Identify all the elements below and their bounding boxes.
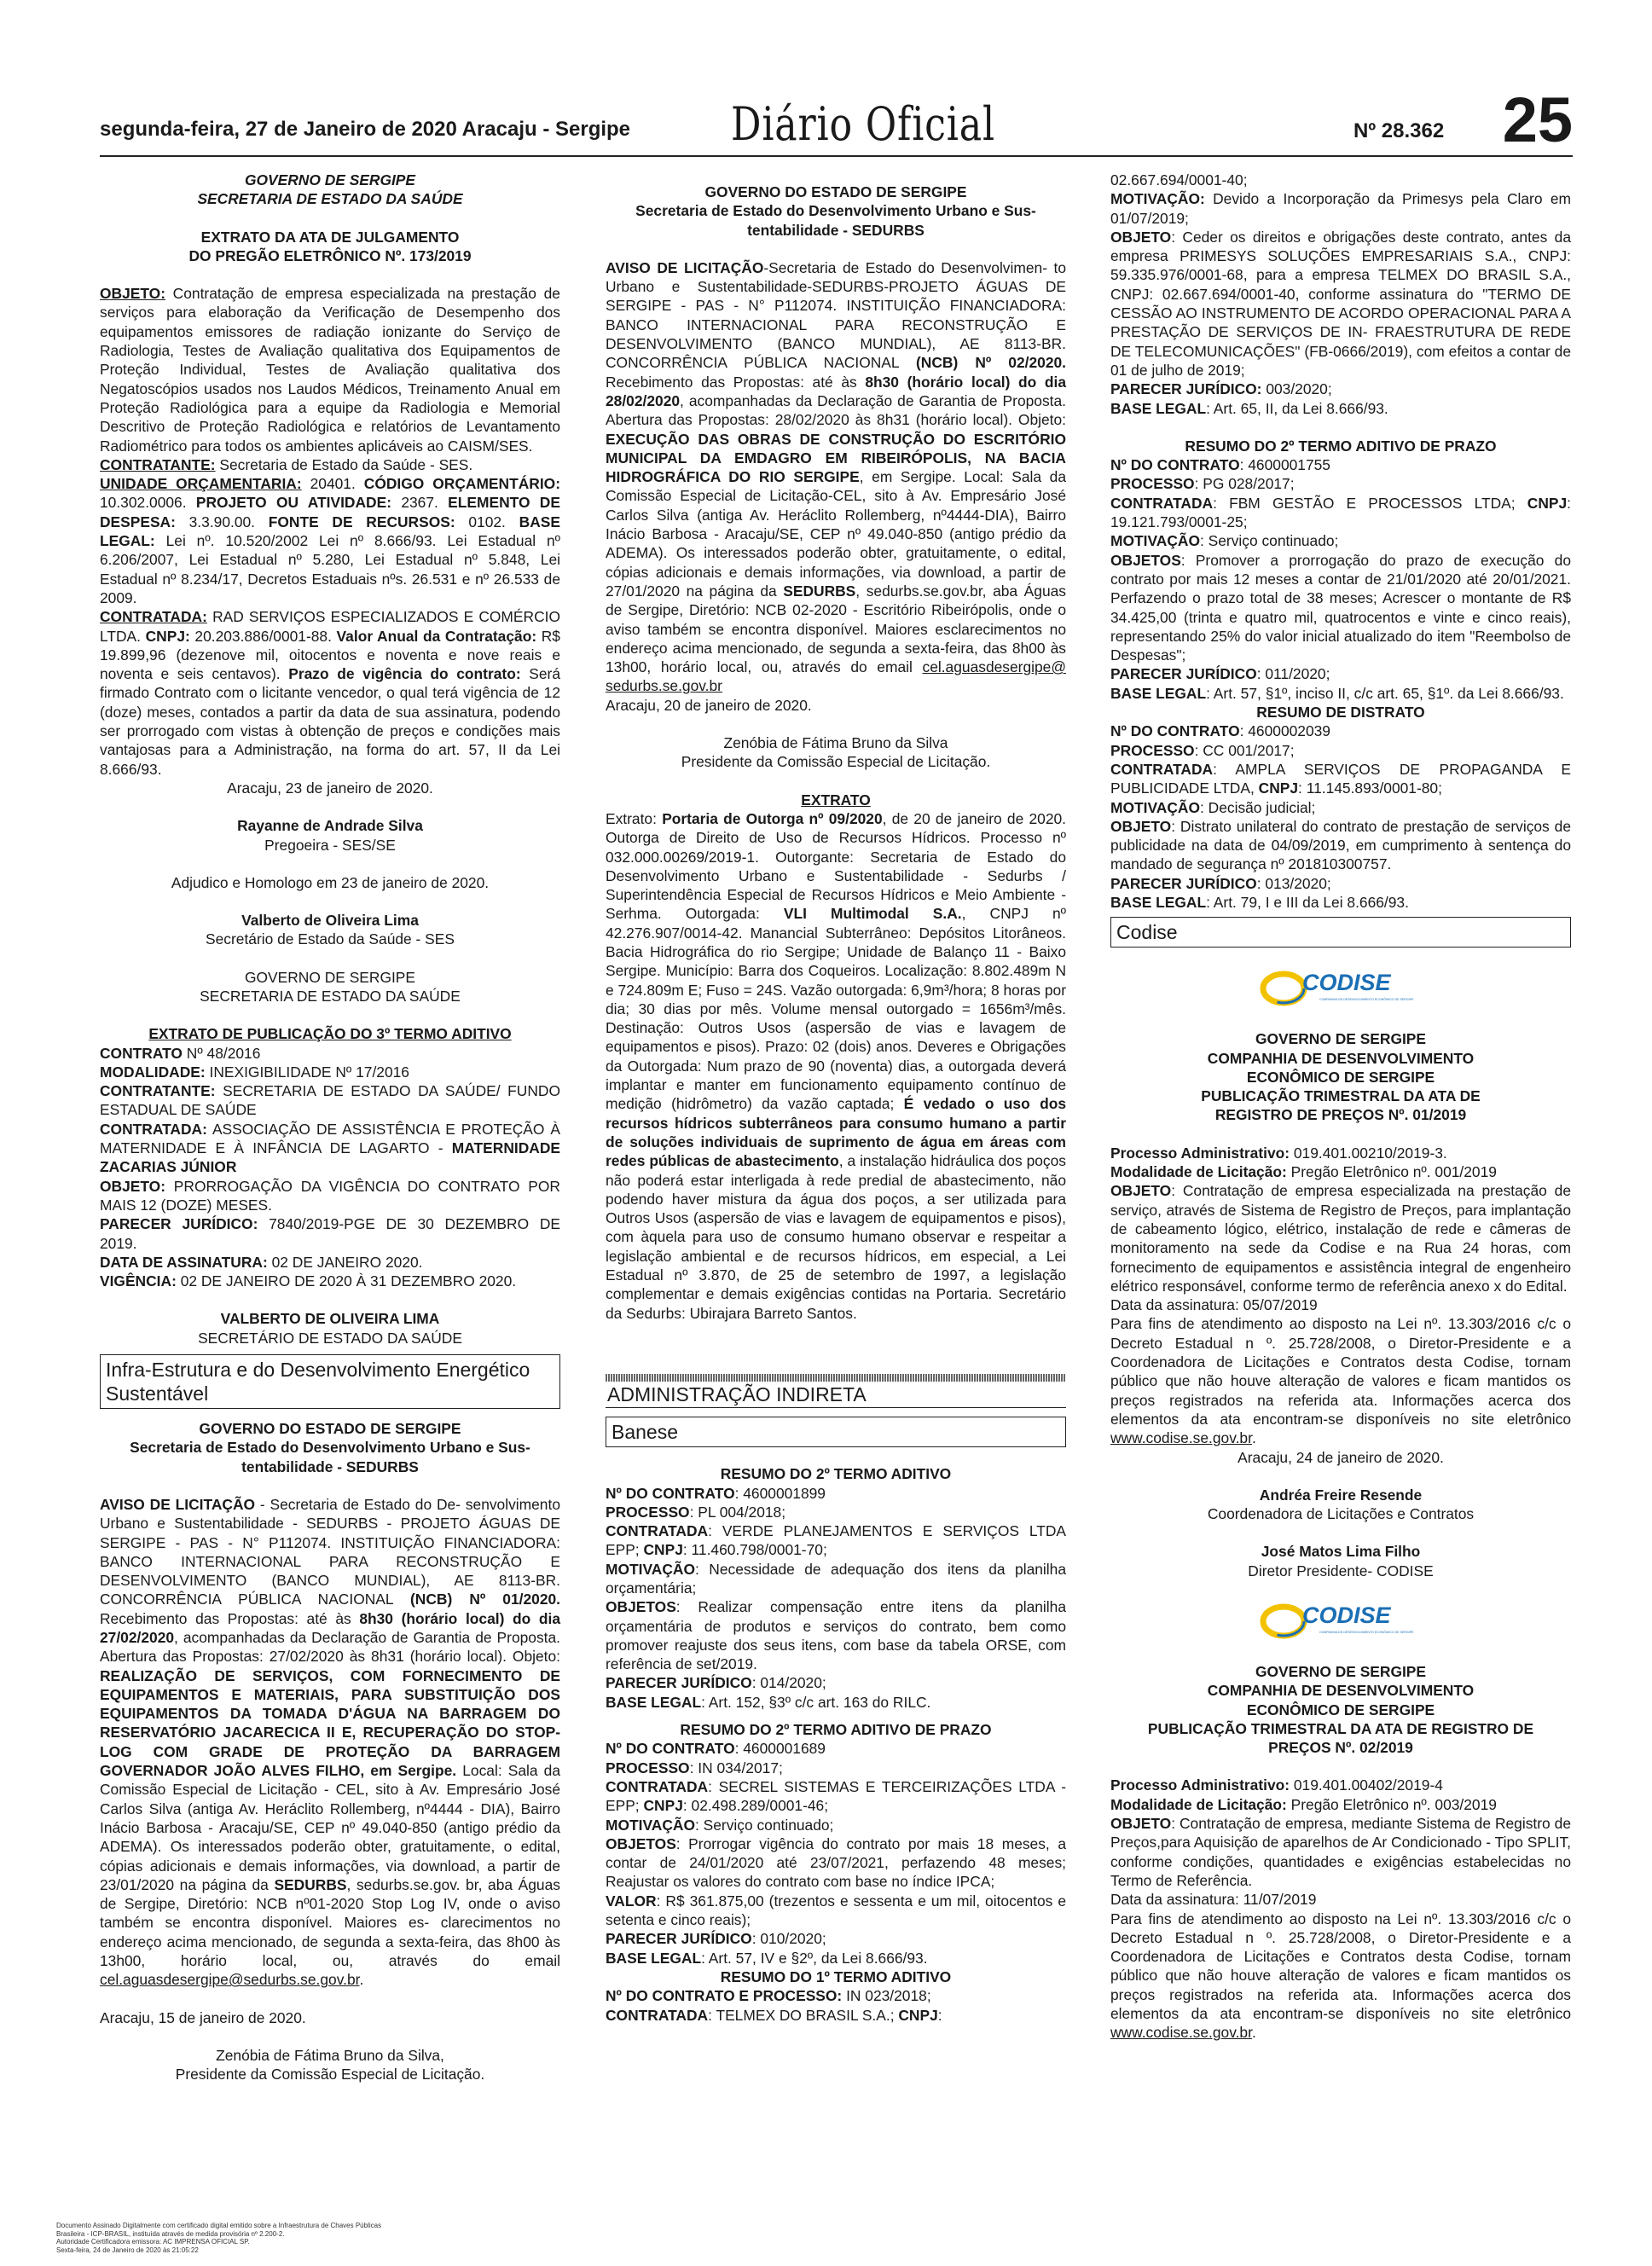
field: CONTRATO Nº 48/2016 bbox=[100, 1044, 261, 1062]
signature-name: Andréa Freire Resende bbox=[1259, 1486, 1423, 1504]
signature-name: VALBERTO DE OLIVEIRA LIMA bbox=[220, 1310, 440, 1328]
field: PARECER JURÍDICO: 003/2020; bbox=[1110, 380, 1332, 398]
field: CONTRATADA: ASSOCIAÇÃO DE ASSISTÊNCIA E PROTEÇÃO À MATERNIDADE E À INFÂNCIA DE LAGARTO - MATERNIDADE ZACARIAS JÚNIOR bbox=[100, 1120, 560, 1176]
field: OBJETO: PRORROGAÇÃO DA VIGÊNCIA DO CONTRATO POR MAIS 12 (DOZE) MESES. bbox=[100, 1177, 560, 1214]
heading: EXTRATO DA ATA DE JULGAMENTO bbox=[200, 228, 460, 246]
field: MODALIDADE: INEXIGIBILIDADE Nº 17/2016 bbox=[100, 1063, 409, 1081]
paragraph: AVISO DE LICITAÇÃO-Secretaria de Estado do Desenvolvimen- to Urbano e Sustentabilidade-SEDURBS-PROJETO ÁGUAS DE SERGIPE - PAS - N° P112074. INSTITUIÇÃO FINANCIADORA: BANCO INTERNACIONAL PARA RECONSTRUÇÃO E DESENVOLVIMENTO (BANCO MUNDIAL), AE 8113-BR. CONCORRÊNCIA PÚBLICA NACIONAL (NCB) Nº 02/2020. Recebimento das Propostas: até às 8h30 (horário local) do dia 28/02/2020, acompanhadas da Declaração de Garantia de Proposta. Abertura das Propostas: 28/02/2020 às 8h31 (horário local). Objeto: EXECUÇÃO DAS OBRAS DE CONSTRUÇÃO DO ESCRITÓRIO MUNICIPAL DA EMDAGRO EM RIBEIRÓPOLIS, NA BACIA HIDROGRÁFICA DO RIO SERGIPE, em Sergipe. Local: Sala da Comissão Especial de Licitação-CEL, sito à Av. Empresário José Carlos Silva (antiga Av. Heráclito Rollemberg, nº4444-DIA), Bairro Inácio Barbosa - Aracaju/SE, CEP nº 49.040-850 (antigo prédio da ADEMA). Os interessados poderão obter, gratuitamente, o edital, cópias adicionais e demais informações, via download, a partir de 27/01/2020 na página da SEDURBS, sedurbs.se.gov.br, aba Águas de Sergipe, Diretório: NCB 02-2020 - Escritório Ribeirópolis, onde o aviso também se encontra disponível. Maiores esclarecimentos no endereço acima mencionado, de segunda a sexta-feira, das 8h00 às 13h00, horário local, ou, através do email cel.aguasdesergipe@ sedurbs.se.gov.br bbox=[606, 258, 1067, 695]
date-line: Aracaju, 20 de janeiro de 2020. bbox=[606, 696, 812, 714]
paragraph: Para fins de atendimento ao disposto na Lei nº. 13.303/2016 c/c o Decreto Estadual n º. 25.728/2008, o Diretor-Presidente e a Coordenadora de Licitações e Contratos desta Codise, tornam público que não houve alteração de valores e ficam mantidos os preços registrados na referida ata. Informações acerca dos elementos da ata encontram-se disponíveis no site eletrônico www.codise.se.gov.br. bbox=[1110, 1315, 1571, 1447]
masthead-title: Diário Oficial bbox=[731, 97, 995, 151]
header-date: segunda-feira, 27 de Janeiro de 2020 Aracaju - Sergipe bbox=[100, 118, 631, 141]
website-link[interactable]: www.codise.se.gov.br bbox=[1110, 2024, 1252, 2042]
signature-name: Rayanne de Andrade Silva bbox=[237, 817, 423, 835]
signature-role: Secretário de Estado da Saúde - SES bbox=[206, 930, 455, 948]
field: MOTIVAÇÃO: Devido a Incorporação da Primesys pela Claro em 01/07/2019; bbox=[1110, 190, 1571, 227]
edition-number: Nº 28.362 bbox=[1353, 119, 1445, 142]
signature-name: Zenóbia de Fátima Bruno da Silva bbox=[723, 734, 948, 752]
field: CONTRATADA: SECREL SISTEMAS E TERCEIRIZAÇÕES LTDA - EPP; CNPJ: 02.498.289/0001-46; bbox=[606, 1777, 1066, 1815]
field: PROCESSO: IN 034/2017; bbox=[606, 1759, 783, 1776]
field: Nº DO CONTRATO: 4600001899 bbox=[606, 1484, 826, 1502]
field: BASE LEGAL: Art. 152, §3º c/c art. 163 do RILC. bbox=[606, 1693, 931, 1711]
field: PROCESSO: PL 004/2018; bbox=[606, 1503, 786, 1521]
field: Nº DO CONTRATO: 4600001689 bbox=[606, 1740, 826, 1758]
paragraph: CONTRATANTE: Secretaria de Estado da Saúde - SES. bbox=[100, 455, 473, 473]
website-link[interactable]: www.codise.se.gov.br bbox=[1110, 1429, 1252, 1447]
field: OBJETOS: Promover a prorrogação do prazo de execução do contrato por mais 12 meses a contar de 21/01/2020 até 20/01/2021. Perfazendo o prazo total de 38 meses; Acrescer o montante de R$ 34.425,00 (trinta e quatro mil, quatrocentos e vinte e cinco reais), representando 25% do valor inicial atualizado do item "Reembolso de Despesas"; bbox=[1110, 551, 1571, 664]
field: OBJETOS: Realizar compensação entre itens da planilha orçamentária de produtos e serviços do contrato, bem como promover reajuste dos seus itens, com base da tabela ORSE, com referência de set/2019. bbox=[606, 1598, 1066, 1673]
paragraph: AVISO DE LICITAÇÃO - Secretaria de Estado do De- senvolvimento Urbano e Sustentabilidade - SEDURBS - PROJETO ÁGUAS DE SERGIPE - PAS - N° P112074. INSTITUIÇÃO FINANCIADORA: BANCO INTERNACIONAL PARA RECONSTRUÇÃO E DESENVOLVIMENTO (BANCO MUNDIAL), AE 8113-BR. CONCORRÊNCIA PÚBLICA NACIONAL (NCB) Nº 01/2020. Recebimento das Propostas: até às 8h30 (horário local) do dia 27/02/2020, acompanhadas da Declaração de Garantia de Proposta. Abertura das Propostas: 27/02/2020 às 8h31 (horário local). Objeto: REALIZAÇÃO DE SERVIÇOS, COM FORNECIMENTO DE EQUIPAMENTOS E MATERIAIS, PARA SUBSTITUIÇÃO DOS EQUIPAMENTOS DA TOMADA D'ÁGUA NA BARRAGEM DO RESERVATÓRIO JACARECICA II E, RECUPERAÇÃO DO STOP-LOG COM GRADE DE PROTEÇÃO DA BARRAGEM GOVERNADOR JOÃO ALVES FILHO, em Sergipe. Local: Sala da Comissão Especial de Licitação - CEL, sito à Av. Empresário José Carlos Silva (antiga Av. Heráclito Rollemberg, nº4444 - DIA), Bairro Inácio Barbosa - Aracaju/SE, CEP nº 49.040-850 (antigo prédio da ADEMA). Os interessados poderão obter, gratuitamente, o edital, cópias adicionais e demais informações, via download, a partir de 23/01/2020 na página da SEDURBS, sedurbs.se.gov. br, aba Águas de Sergipe, Diretório: NCB nº01-2020 Stop Log IV, onde o aviso também se encontra disponível. Maiores es- clarecimentos no endereço acima mencionado, de segunda a sexta-feira, das 8h00 às 13h00, horário local, ou, através do email cel.aguasdesergipe@sedurbs.se.gov.br. bbox=[100, 1495, 560, 1989]
heading: EXTRATO bbox=[801, 791, 871, 808]
field: MOTIVAÇÃO: Serviço continuado; bbox=[606, 1816, 834, 1834]
header-rule bbox=[100, 155, 1573, 157]
heading: GOVERNO DE SERGIPE bbox=[244, 171, 416, 188]
field: Nº DO CONTRATO: 4600002039 bbox=[1110, 722, 1330, 740]
field: Processo Administrativo: 019.401.00402/2019-4 bbox=[1110, 1776, 1443, 1794]
codise-logo bbox=[1260, 1596, 1422, 1643]
field: MOTIVAÇÃO: Decisão judicial; bbox=[1110, 798, 1316, 816]
field: OBJETO: Distrato unilateral do contrato de prestação de serviços de publicidade na data de 04/09/2019, em cumprimento à sentença do mandado de segurança nº 201810300757. bbox=[1110, 817, 1571, 873]
paragraph: UNIDADE ORÇAMENTARIA: 20401. CÓDIGO ORÇAMENTÁRIO: 10.302.0006. PROJETO OU ATIVIDADE: 2367. ELEMENTO DE DESPESA: 3.3.90.00. FONTE DE RECURSOS: 0102. BASE LEGAL: Lei nº. 10.520/2002 Lei nº 8.666/93. Lei Estadual nº 6.206/2007, Lei Estadual nº 5.280, Lei Estadual nº 5.848, Lei Estadual nº 8.234/17, Decretos Estaduais nºs. 26.531 e nº 26.533 de 2009. bbox=[100, 475, 560, 606]
field: VALOR: R$ 361.875,00 (trezentos e sessenta e um mil, oitocentos e setenta e cinco reais); bbox=[606, 1892, 1066, 1929]
field: CONTRATADA: TELMEX DO BRASIL S.A.; CNPJ: bbox=[606, 2006, 942, 2024]
section-title: Infra-Estrutura e do Desenvolvimento Energético Sustentável bbox=[100, 1354, 560, 1409]
column-2 bbox=[606, 171, 1066, 2025]
date-line: Aracaju, 24 de janeiro de 2020. bbox=[1238, 1448, 1444, 1466]
heading: RESUMO DO 2º TERMO ADITIVO DE PRAZO bbox=[1185, 437, 1497, 455]
page-header bbox=[100, 84, 1573, 155]
email-link[interactable]: cel.aguasdesergipe@ sedurbs.se.gov.br bbox=[606, 658, 1066, 695]
field: Nº DO CONTRATO: 4600001755 bbox=[1110, 456, 1330, 474]
column-1 bbox=[100, 171, 560, 2084]
logo-wordmark: CODISE bbox=[1302, 970, 1391, 996]
heading: Secretaria de Estado do Desenvolvimento Urbano e Sus- tentabilidade - SEDURBS bbox=[635, 202, 1036, 239]
field: PROCESSO: PG 028/2017; bbox=[1110, 475, 1295, 493]
heading: PUBLICAÇÃO TRIMESTRAL DA ATA DE REGISTRO DE bbox=[1147, 1719, 1534, 1737]
logo-wordmark: CODISE bbox=[1302, 1602, 1391, 1628]
section-divider bbox=[606, 1374, 1066, 1382]
signature-role: SECRETÁRIO DE ESTADO DA SAÚDE bbox=[198, 1329, 462, 1347]
logo-tagline: COMPANHIA DE DESENVOLVIMENTO ECONÔMICO DE SERGIPE bbox=[1319, 1631, 1414, 1634]
field: Data da assinatura: 11/07/2019 bbox=[1110, 1891, 1317, 1909]
field: CONTRATADA: AMPLA SERVIÇOS DE PROPAGANDA E PUBLICIDADE LTDA, CNPJ: 11.145.893/0001-80; bbox=[1110, 760, 1571, 797]
heading: GOVERNO DE SERGIPE bbox=[1255, 1030, 1427, 1048]
heading: RESUMO DO 1º TERMO ADITIVO bbox=[720, 1968, 952, 1985]
section-title: Banese bbox=[606, 1417, 1066, 1447]
field: Modalidade de Licitação: Pregão Eletrônico nº. 003/2019 bbox=[1110, 1795, 1497, 1813]
field: CONTRATADA: FBM GESTÃO E PROCESSOS LTDA; CNPJ: 19.121.793/0001-25; bbox=[1110, 494, 1571, 531]
field: PARECER JURÍDICO: 010/2020; bbox=[606, 1930, 826, 1948]
field: OBJETOS: Prorrogar vigência do contrato por mais 18 meses, a contar de 24/01/2020 até 23/07/2021, perfazendo 48 meses; Reajustar os valores do contrato com base no índice IPCA; bbox=[606, 1834, 1066, 1891]
field: DATA DE ASSINATURA: 02 DE JANEIRO 2020. bbox=[100, 1253, 423, 1271]
heading: RESUMO DO 2º TERMO ADITIVO bbox=[720, 1465, 952, 1483]
heading: GOVERNO DO ESTADO DE SERGIPE bbox=[704, 183, 967, 200]
email-link[interactable]: cel.aguasdesergipe@sedurbs.se.gov.br bbox=[100, 1971, 360, 1989]
field: Modalidade de Licitação: Pregão Eletrônico nº. 001/2019 bbox=[1110, 1163, 1497, 1181]
heading: PUBLICAÇÃO TRIMESTRAL DA ATA DE bbox=[1201, 1087, 1481, 1105]
field: OBJETO: Contratação de empresa especializada na prestação de serviço, através de Sistema de Registro de Preços, para implantação de cabeamento lógico, elétrico, instalação de rede e câmeras de monitoramento na sede da Codise e na Rua 24 horas, com fornecimento de equipamentos e assistência integral de engenheiro elétrico responsável, conforme termo de referência anexo x do Edital. bbox=[1110, 1182, 1571, 1295]
field: PARECER JURÍDICO: 011/2020; bbox=[1110, 665, 1330, 683]
column-3 bbox=[1110, 171, 1571, 2043]
field: MOTIVAÇÃO: Necessidade de adequação dos itens da planilha orçamentária; bbox=[606, 1560, 1066, 1597]
footer-line: Autoridade Certificadora emissora: AC IMPRENSA OFICIAL SP. bbox=[56, 2238, 250, 2246]
signature-name: Valberto de Oliveira Lima bbox=[241, 912, 419, 930]
heading: SECRETARIA DE ESTADO DA SAÚDE bbox=[200, 987, 461, 1005]
page-number: 25 bbox=[1502, 84, 1573, 155]
field: CONTRATADA: VERDE PLANEJAMENTOS E SERVIÇOS LTDA EPP; CNPJ: 11.460.798/0001-70; bbox=[606, 1522, 1066, 1559]
date-line: Aracaju, 15 de janeiro de 2020. bbox=[100, 2008, 306, 2026]
heading: GOVERNO DO ESTADO DE SERGIPE bbox=[199, 1420, 461, 1438]
signature-role: Coordenadora de Licitações e Contratos bbox=[1207, 1505, 1475, 1523]
paragraph: Para fins de atendimento ao disposto na Lei nº. 13.303/2016 c/c o Decreto Estadual n º. 25.728/2008, o Diretor-Presidente e a Coordenadora de Licitações e Contratos desta Codise, tornam público que não houve alteração de valores e ficam mantidos os preços registrados na referida ata. Informações acerca dos elementos da ata encontram-se disponíveis no site eletrônico www.codise.se.gov.br. bbox=[1110, 1910, 1571, 2042]
field: PARECER JURÍDICO: 7840/2019-PGE DE 30 DEZEMBRO DE 2019. bbox=[100, 1215, 561, 1252]
heading: DO PREGÃO ELETRÔNICO Nº. 173/2019 bbox=[188, 246, 472, 264]
heading: Secretaria de Estado do Desenvolvimento Urbano e Sus- tentabilidade - SEDURBS bbox=[130, 1439, 530, 1475]
paragraph: Extrato: Portaria de Outorga nº 09/2020, de 20 de janeiro de 2020. Outorga de Direito de Uso de Recursos Hídricos. Processo nº 032.000.00269/2019-1. Outorgante: Secretaria de Estado do Desenvolvimento Urbano e Sustentabilidade - Sedurbs / Superintendência Especial de Recursos Hídricos e Meio Ambiente - Serhma. Outorgada: VLI Multimodal S.A., CNPJ nº 42.276.907/0014-42. Manancial Subterrâneo: Depósitos Litorâneos. Bacia Hidrográfica do rio Sergipe; Unidade de Balanço 11 - Baixo Sergipe. Município: Barra dos Coqueiros. Localização: 8.802.489m N e 724.809m E; Fuso = 24S. Vazão outorgada: 6,9m³/hora; 8 horas por dia; 30 dias por mês. Volume mensal outorgado = 1656m³/mês. Destinação: Outros Usos (aspersão de vias e lavagem de equipamentos e pisos). Prazo: 02 (dois) anos. Deveres e Obrigações da Outorgada: Num prazo de 90 (noventa) dias, a outorgada deverá implantar e manter em funcionamento equipamento contínuo de medição (hidrômetro) da vazão captada; É vedado o uso dos recursos hídricos subterrâneos para consumo humano a partir de soluções individuais de suprimento de água em áreas com redes públicas de abastecimento, a instalação hidráulica dos poços não poderá estar interligada à rede predial de abastecimento, não podendo haver mistura da água dos poços, a ser utilizada para Outros Usos (aspersão de vias e lavagem de equipamentos e pisos), com àquela para uso de consumo humano observar e respeitar a legislação ambiental e de recursos hídricos, em especial, a Lei Estadual nº 3.870, de 25 de setembro de 1997, a legislação complementar e demais exigências contidas na Portaria. Secretário da Sedurbs: Ubirajara Barreto Santos. bbox=[606, 809, 1067, 1322]
heading: GOVERNO DE SERGIPE bbox=[244, 968, 416, 986]
field: PARECER JURÍDICO: 014/2020; bbox=[606, 1674, 826, 1692]
paragraph: CONTRATADA: RAD SERVIÇOS ESPECIALIZADOS E COMÉRCIO LTDA. CNPJ: 20.203.886/0001-88. Valor Anual da Contratação: R$ 19.899,96 (dezenove mil, oitocentos e noventa e nove reais e noventa e seis centavos). Prazo de vigência do contrato: Será firmado Contrato com o licitante vencedor, o qual terá vigência de 12 (doze) meses, contados a partir da data de sua assinatura, podendo ser prorrogado com vistas à obtenção de preços e condições mais vantajosas para a Administração, na forma do art. 57, II da Lei 8.666/93. bbox=[100, 608, 560, 778]
field: PARECER JURÍDICO: 013/2020; bbox=[1110, 874, 1331, 892]
field: 02.667.694/0001-40; bbox=[1110, 171, 1248, 188]
digital-signature-footer bbox=[56, 2222, 483, 2254]
heading: RESUMO DE DISTRATO bbox=[1256, 704, 1425, 722]
field: CONTRATANTE: SECRETARIA DE ESTADO DA SAÚDE/ FUNDO ESTADUAL DE SAÚDE bbox=[100, 1082, 560, 1119]
heading: RESUMO DO 2º TERMO ADITIVO DE PRAZO bbox=[680, 1721, 992, 1739]
footer-line: Documento Assinado Digitalmente com certificado digital emitido sobre a Infraestrutura de Chaves Públicas bbox=[56, 2222, 382, 2229]
heading: SECRETARIA DE ESTADO DA SAÚDE bbox=[197, 190, 463, 208]
signature-role: Presidente da Comissão Especial de Licitação. bbox=[175, 2066, 485, 2083]
field: Nº DO CONTRATO E PROCESSO: IN 023/2018; bbox=[606, 1987, 931, 2005]
signature-name: José Matos Lima Filho bbox=[1261, 1543, 1421, 1561]
date-line: Aracaju, 23 de janeiro de 2020. bbox=[227, 779, 433, 797]
field: BASE LEGAL: Art. 57, IV e §2º, da Lei 8.666/93. bbox=[606, 1949, 928, 1967]
heading: PREÇOS Nº. 02/2019 bbox=[1268, 1739, 1413, 1757]
field: PROCESSO: CC 001/2017; bbox=[1110, 741, 1295, 759]
signature-role: Pregoeira - SES/SE bbox=[264, 836, 396, 854]
field: BASE LEGAL: Art. 79, I e III da Lei 8.666/93. bbox=[1110, 893, 1409, 911]
paragraph: OBJETO: Contratação de empresa especializada na prestação de serviços para elaboração da Verificação de Desempenho dos equipamentos emissores de radiação ionizante do Serviço de Radiologia, Testes de Avaliação qualitativa dos Equipamentos de Proteção Individual, Testes de Avaliação qualitativa dos Negatoscópios usados nos Laudos Médicos, Treinamento Anual em Proteção Radiológica para a equipe da Radiologia e Memorial Descritivo de Proteção Radiológica e relatórios de Levantamento Radiométrico para todos os ambientes aplicáveis ao CAISM/SES. bbox=[100, 285, 560, 455]
field: OBJETO: Ceder os direitos e obrigações deste contrato, antes da empresa PRIMESYS SOLUÇÕES EMPRESARIAIS S.A., CNPJ: 59.335.976/0001-68, para a empresa TELMEX DO BRASIL S.A., CNPJ: 02.667.694/0001-40, conforme assinatura do "TERMO DE CESSÃO AO INSTRUMENTO DE ACORDO OPERACIONAL PARA A PRESTAÇÃO DE SERVIÇOS DE IN- FRAESTRUTURA DE REDE DE TELECOMUNICAÇÕES" (FB-0666/2019), com efeitos a contar de 01 de julho de 2019; bbox=[1110, 228, 1571, 379]
signature-role: Diretor Presidente- CODISE bbox=[1248, 1562, 1434, 1579]
field: BASE LEGAL: Art. 57, §1º, inciso II, c/c art. 65, §1º. da Lei 8.666/93. bbox=[1110, 684, 1564, 702]
heading: ECONÔMICO DE SERGIPE bbox=[1246, 1068, 1435, 1086]
heading: ECONÔMICO DE SERGIPE bbox=[1246, 1701, 1435, 1718]
heading: COMPANHIA DE DESENVOLVIMENTO bbox=[1207, 1049, 1475, 1067]
field: Processo Administrativo: 019.401.00210/2019-3. bbox=[1110, 1144, 1447, 1162]
paragraph: Adjudico e Homologo em 23 de janeiro de 2020. bbox=[171, 873, 490, 891]
logo-tagline: COMPANHIA DE DESENVOLVIMENTO ECONÔMICO DE SERGIPE bbox=[1319, 998, 1414, 1002]
section-title: Codise bbox=[1110, 917, 1571, 948]
heading: EXTRATO DE PUBLICAÇÃO DO 3º TERMO ADITIVO bbox=[148, 1025, 512, 1043]
signature-role: Presidente da Comissão Especial de Licitação. bbox=[681, 753, 991, 771]
heading: GOVERNO DE SERGIPE bbox=[1255, 1663, 1427, 1680]
section-heading: ADMINISTRAÇÃO INDIRETA bbox=[606, 1382, 1066, 1408]
field: BASE LEGAL: Art. 65, II, da Lei 8.666/93. bbox=[1110, 399, 1388, 417]
footer-line: Sexta-feira, 24 de Janeiro de 2020 às 21:05:22 bbox=[56, 2246, 199, 2254]
heading: REGISTRO DE PREÇOS Nº. 01/2019 bbox=[1214, 1106, 1467, 1124]
field: VIGÊNCIA: 02 DE JANEIRO DE 2020 À 31 DEZEMBRO 2020. bbox=[100, 1272, 517, 1290]
signature-name: Zenóbia de Fátima Bruno da Silva, bbox=[216, 2046, 444, 2064]
heading: COMPANHIA DE DESENVOLVIMENTO bbox=[1207, 1682, 1475, 1700]
footer-line: Brasileira - ICP-BRASIL, instituída através de medida provisória nº 2.200-2. bbox=[56, 2229, 285, 2238]
field: MOTIVAÇÃO: Serviço continuado; bbox=[1110, 532, 1339, 550]
field: Data da assinatura: 05/07/2019 bbox=[1110, 1296, 1318, 1314]
field: OBJETO: Contratação de empresa, mediante Sistema de Registro de Preços,para Aquisição de aparelhos de Ar Condicionado - Tipo SPLIT, conforme condições, quantidades e exigências estabelecidas no Termo de Referência. bbox=[1110, 1815, 1571, 1889]
codise-logo bbox=[1260, 963, 1422, 1011]
